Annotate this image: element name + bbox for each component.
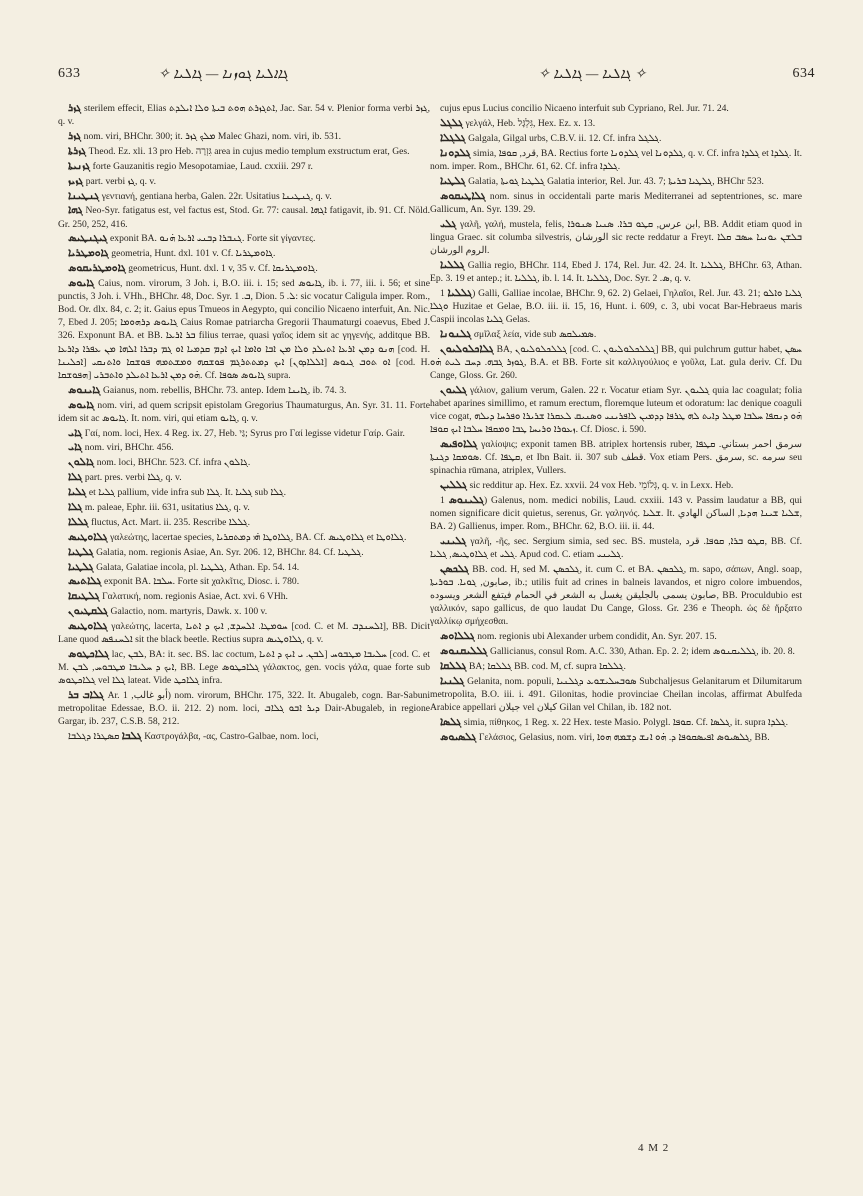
entry-headword: ܓܠܣܝܘܣ xyxy=(440,731,477,743)
dictionary-entry xyxy=(58,427,430,440)
entry-headword: ܓܠܐܛܝܩܘܣ xyxy=(440,190,486,202)
entry-text: Γαί, nom. loci, Hex. 4 Reg. ix. 27, Heb. גַּי; Syrus pro Γαί legisse videtur Γαίρ. Gair. xyxy=(84,427,405,439)
entry-headword: ܓܙܪ xyxy=(68,130,82,142)
entry-headword: ܓܠܠܩܐ xyxy=(440,660,467,672)
entry-headword: ܓܠܐ xyxy=(68,501,83,513)
dictionary-entry xyxy=(430,328,802,341)
entry-text: Ar. أبو غالب, 1) nom. virorum, BHChr. 175, 322. It. Abugaleb, cogn. Bar-Sabuni metropolitae Edessae, B.O. ii. 212. 2) nom. loci, ܕܝܪ ܐܒܘ ܓܠܐܒ Dair-Abugaleb, in regione Gargar, ib. 237, C.S.B. 58, 212. xyxy=(58,690,431,728)
entry-headword: ܓܠܓܠ xyxy=(440,117,464,129)
dictionary-entry xyxy=(58,486,430,499)
left-page-number: 633 xyxy=(58,66,81,81)
entry-headword: ܓܠܢܘܢܐ xyxy=(440,328,472,340)
entry-headword: ܓܐܝ xyxy=(68,427,83,439)
left-running-title: ✧ ܓܐܐܠܝܐ ܓܘܙܢܐ — ܓܐܠܝܐ xyxy=(158,67,289,82)
entry-text: geometricus, Hunt. dxl. 1 v, 35 v. Cf. ܓܐܘܡܛܪܝܩܐ. xyxy=(128,263,318,275)
entry-text: fluctus, Act. Mart. ii. 235. Rescribe ܓܠܠܐ. xyxy=(91,516,251,528)
dictionary-entry xyxy=(58,501,430,514)
right-column xyxy=(430,102,802,746)
entry-headword: ܓܠܠܝܐ xyxy=(447,287,473,299)
entry-text: γαλῆ, γαλή, mustela, felis, ابن عرس, ܩܛܘ ܒܪܐ. ܣܢܝܐ ܣܢܘܪܐ, BB. Addit etiam quod in lingua Graec. sit columba silvestris, الورشان sic recte reddatur a Freyt. ܒܠܫܢ ܝܘܢܝܐ ܚܣܒ ܩܠܐ الروم الورشان. xyxy=(430,218,802,256)
dictionary-entry xyxy=(430,259,802,285)
entry-text: sic redditur ap. Hex. Ez. xxvii. 24 vox Heb. גְּלוֹמֵי, q. v. in Lexx. Heb. xyxy=(469,479,734,491)
entry-text: simia, πίθηκος, 1 Reg. x. 22 Hex. teste Masio. Polygl. ܩܘܦܐ. Cf. ܓܠܣܐ, it. supra ܓܠܕܐ. xyxy=(463,716,789,728)
dictionary-entry xyxy=(58,689,430,728)
entry-headword: ܓܠܢܝܐ xyxy=(440,675,465,687)
entry-headword: ܓܠܝܐ xyxy=(68,487,87,499)
entry-headword: ܓܠܝܘܢ xyxy=(440,384,467,396)
entry-headword: ܓܙܪ xyxy=(68,103,82,114)
entry-text: exponit BA. ܚܠܒܐ. Forte sit χαλκῖτις, Diosc. i. 780. xyxy=(103,576,300,588)
entry-text: ܩܣܛܪܐ ܕܓܠܒܐ Καστρογάλβα, -ας, Castro-Galbae, nom. loci, xyxy=(68,731,319,743)
dictionary-entry xyxy=(58,546,430,559)
entry-headword: ܓܐܘܡܛܪܝܩܘܣ xyxy=(68,263,126,275)
entry-text: Gallia regio, BHChr. 114, Ebed J. 174, Rel. Jur. 42. 24. It. ܓܠܠܝܐ, BHChr. 63, Athan. Ep. 3. 19 et antep.; it. ܓܠܠܝܐ, ib. l. 14. It. ܓܠܠܝܐ, Doc. Syr. ܣ. 2, q. v. xyxy=(430,259,802,284)
dictionary-entry xyxy=(430,563,802,628)
entry-headword: ܓܐܝܘܣ xyxy=(68,399,95,411)
entry-headword: ܓܠܐܘܛܝܣ xyxy=(68,531,108,543)
dictionary-entry xyxy=(430,117,802,130)
dictionary-entry xyxy=(58,175,430,188)
dictionary-entry xyxy=(58,399,430,425)
entry-text: part. pres. verbi ܓܠܐ, q. v. xyxy=(84,472,182,484)
dictionary-entry xyxy=(430,175,802,188)
entry-text: BB. cod. H, sed M. ܓܠܟܣܢ, it. cum C. et BA. ܓܠܟܣܢ, m. sapo, σάπων, Angl. soap, صابون, ܓܘܝܐ. ܒܘܪܝܬܐ, ib.; utilis fuit ad crines in balneis lavandos, et nigro colore imbuendos, صابون يسمى بالجليقن يغسل به الشعر في الحمام فيتفع الشعر ويسوده, BB. Proculdubio est γαλλικόν, sapo gallicus, de quo laudat Du Cange, Gloss. Gr. 236 e Theoph. ὡς δὲ ἤρξατο γαλλίκῳ σμήχεσθαι. xyxy=(430,563,803,628)
dictionary-entry xyxy=(58,561,430,574)
entry-headword: ܓܙܢܝܬܐ xyxy=(68,160,91,172)
entry-text: γαλεώτης, lacertae species, ܓܠܐܘܛܐ ܗ̇ܝ ܕܡܬܩܪܝܐ, BA. Cf. ܓܠܐܘܛܝܣ et ܓܠܐܘܛܐ. xyxy=(110,531,407,543)
entry-headword: ܓܠܒܐ xyxy=(121,731,142,743)
entry-headword: ܓܠܠܐܘܣ xyxy=(440,631,475,643)
entry-headword: ܓܠܐܒ ܒܪ xyxy=(68,690,105,702)
dictionary-entry xyxy=(58,456,430,469)
dictionary-entry xyxy=(58,471,430,484)
dictionary-entry xyxy=(430,287,802,326)
entry-text: part. verbi ܓܙ, q. v. xyxy=(85,175,156,187)
entry-headword: ܓܝܓܢܛܝܣ xyxy=(68,233,108,245)
entry-headword: ܓܠܐܘܦܝܣ xyxy=(440,438,478,450)
entry-text: BA, ܓܠܠܟܠܘܠܝܘܢ [cod. C. ܓܠܠܟܠܘܠܝܘܢ] BB, qui pulchrum guttur habet, ܚܣܢ ܓܘܙܪ ܓܒܗ. ܕܚܒ ܠܝܬ ܗ̇ܘ, B.A. et BB. Forte sit καλλιγούλιος e γοῦλα, Lat. gula deriv. Cf. Du Cange, Gloss. Gr. 260. xyxy=(430,343,802,381)
entry-text: γαλῆ, -ῆς, sec. Sergium simia, sed sec. BS. mustela, ܩܛܘ ܒܪܐ, ܩܘܦܐ. قرد, BB. Cf. ܓܠܐܘܛܝܣ, ܓܠܝܐ et ܓܠܝ. Apud cod. C. etiam ܓܠܝܢܝ. xyxy=(430,535,803,560)
entry-headword: ܓܐܝ xyxy=(68,442,83,454)
entry-headword: ܓܠܐܟܠܘܠܝܘܢ xyxy=(440,343,494,355)
dictionary-entry xyxy=(58,145,430,158)
dictionary-entry xyxy=(430,535,802,561)
entry-text: et ܓܠܝܐ pallium, vide infra sub ܓܠܐ. It. ܓܠܝܐ sub ܓܠܐ. xyxy=(88,487,286,499)
entry-text: Galatia, ܓܠܛܝܐ ܓܘܝܬܐ Galatia interior, Rel. Jur. 43. 7; ܓܠܛܝܐ ܒܪܝܬܐ, BHChr 523. xyxy=(468,175,764,187)
entry-text: forte Gauzanitis regio Mesopotamiae, Laud. cxxiii. 297 r. xyxy=(92,160,313,172)
dictionary-entry xyxy=(58,620,430,646)
right-page-number: 634 xyxy=(792,66,815,81)
entry-text: Caius, nom. virorum, 3 Joh. i, B.O. iii. i. 15; sed ܓܐܝܘܣ, ib. i. 77, iii. i. 56; et sine punctis, 3 Joh. i. VHh., BHChr. 48, Doc. Syr. ܒ. 1, Dion. ܠ. 5: sic vocatur Caligula imper. Rom., Bod. Or. dlx. 84, c. 2; it. Gaius epus Tmueos in Aegypto, qui concilio Nicaeno interfuit, An. Nic. 7, Ebed J. 205; ܓܐܝܘܣ ܕܪܗܘܡܐ Caius Romae patriarcha Gregorii Thaumaturgi coaevus, Ebed J. 326. Exponunt BA. et BB. ܒܪ ܐܪܥܐ filius terrae, quasi γαῖος idem sit ac γηγενής, additque BB. ܗܢܘ ܕܡܢ ܐܪܥܐ ܐܬܝܠܕ ܘܠܐ ܡܢ ܐܒܐ ܘܐܡܐ ܐܝܟ ܐܕܡ ܩܕܡܝܐ ܐܘ ܓܡ ܕܒܪܐ ܐܠܗܐ ܡܢ ܥܦܪܐ ܕܐܪܥܐ [cod. H. ܐܟܠܝܢܐ] ܐܘ ܬܘܒ ܓܝܘܣ [ܐܠܠܐܕܘܢ] ܐܝܟ ܕܡܬܬܪܓܡ ܦܘܫܩܗ ܘܡܫܬܡܗ ܦܘܫܩܐ ܘܐܬܢܩܝ [cod. H. ܗܦܘܫܩܐ] ܗ̇ܘ ܕܡܢ ܐܪܥܐ ܐܬܝܠܕ ܘܐܬܒܪܝ. Cf. ܓܐܝܘܣ ܣܘܦܐ supra. xyxy=(58,278,431,381)
entry-text: γεντιανή, gentiana herba, Galen. 22r. Usitatius ܓܢܛܝܢܐ, q. v. xyxy=(101,190,332,202)
right-running-title: ✧ ܓܐܠܝܐ — ܓܐܠܝܐ ✧ xyxy=(538,67,647,82)
entry-headword: ܓܠܛܝܐ xyxy=(68,561,94,573)
dictionary-entry xyxy=(430,494,802,533)
entry-headword: ܓܠܠܝܐ xyxy=(440,259,465,271)
entry-text: Theod. Ez. xli. 13 pro Heb. גִּזְרָה area in cujus medio templum exstructum erat, Ges. xyxy=(88,145,410,157)
dictionary-entry xyxy=(430,132,802,145)
dictionary-entry xyxy=(430,343,802,382)
entry-text: Gallicianus, consul Rom. A.C. 330, Athan. Ep. 2. 2; idem ܓܠܠܝܩܢܘܣ, ib. 20. 8. xyxy=(490,646,795,657)
dictionary-entry xyxy=(430,479,802,492)
dictionary-entry xyxy=(430,102,802,115)
entry-headword: ܓܠܛܝܐ xyxy=(68,546,94,558)
entry-text: γάλιον, galium verum, Galen. 22 r. Vocatur etiam Syr. ܓܠܝܘܢ quia lac coagulat; folia habet aparines simillimo, et ramum erectum, floremque luteum et odoratum: lac denique coaguli vice cogat, ܗ̇ܘ ܕܢܩܦܐ ܚܠܒܐ ܡܛܠ ܕܐܝܬ ܠܗ ܛܪܦܐ ܕܕܡܝܢ ܠܐܦܪܝܢܝ ܘܣܢܝܩ ܠܥܩܪܐ ܫܪܝܪܐ ܘܦܪܚܐ ܕܝܠܗ ܙܥܘܪܐ ܘܪܝܚܐ ܛܒܐ ܘܡܩܦܐ ܚܠܒܐ ܐܝܟ ܩܘܦܐ. Cf. Diosc. i. 590. xyxy=(430,384,802,435)
entry-headword: ܓܠܛܝܐ xyxy=(440,175,466,187)
entry-text: simia, قرد, ܩܘܦܐ, BA. Rectius forte ܓܠܕܘܢܐ vel ܓܠܕܘܢܐ, q. v. Cf. infra ܓܠܕܐ et ܓܠܕܐ. It. nom. imper. Rom., BHChr. 61, 62. Cf. infra ܓܠܕܐ. xyxy=(430,147,802,172)
entry-headword: ܓܢܛܝܢܐ xyxy=(68,190,100,202)
dictionary-entry xyxy=(58,575,430,588)
entry-headword: ܓܙܝܙ xyxy=(68,175,84,187)
entry-headword: ܓܐܝܢܘܣ xyxy=(68,384,101,396)
entry-headword: ܓܠܓܠܐ xyxy=(440,132,466,144)
dictionary-entry xyxy=(430,190,802,216)
entry-text: γαλεώτης, lacerta, ܚܘܡܛܐ. ܐܠܚܕܫ, ܐܝܟ ܕ ܐܬܝܐ [cod. C. et M. ܐܠܚܢܕܒ], BB. Dicit Lane quod ܐܠܚܢܦܣ sit the black beetle. Rectius supra ܓܠܐܘܛܝܣ, q. v. xyxy=(58,621,430,646)
entry-headword: ܓܠܝܢܘܣ xyxy=(448,494,485,506)
entry-text: lac, ܠܒܢ, BA: it. sec. BS. lac coctum, ܚܠܝܒܐ ܡܛܒܘܚ [ܠܒܢ. ܝ ܐܝܟ ܕ ܐܬܝܐ [cod. C. et M. ܐܝܟ ܕ ܚܠܝܒܐ ܡܛܒܘܚ, ܠܒܢ, BB. Lege ܓܠܐܟܛܘܣ γάλακτος, gen. vocis γάλα, quae forte sub ܓܠܐܟܛܘܣ vel ܓܠܐ lateat. Vide ܓܠܐܟܛ infra. xyxy=(58,649,431,687)
entry-text: Neo-Syr. fatigatus est, vel factus est, Stod. Gr. 77: causal. ܐܓܗܐ fatigavit, ib. 91. Cf. Nöld. Gr. 250, 252, 416. xyxy=(58,205,430,230)
dictionary-entry xyxy=(430,731,802,744)
entry-text: Galatia, nom. regionis Asiae, An. Syr. 206. 12, BHChr. 84. Cf. ܓܠܛܝܐ. xyxy=(96,546,364,558)
entry-text: nom. loci, BHChr. 523. Cf. infra ܓܐܠܘܢ. xyxy=(96,457,251,469)
entry-text: nom. viri, ad quem scripsit epistolam Gregorius Thaumaturgus, An. Syr. 31. 11. Forte idem sit ac ܓܐܝܘܣ. It. nom. viri, qui etiam ܓܐܝܘ, q. v. xyxy=(58,399,430,424)
dictionary-entry xyxy=(430,147,802,173)
entry-headword: ܓܠܝ xyxy=(440,218,457,230)
entry-headword: ܓܙܪܬܐ xyxy=(68,145,87,157)
dictionary-entry xyxy=(58,190,430,203)
entry-text: 1) Galenus, nom. medici nobilis, Laud. cxxiii. 143 v. Passim laudatur a BB, qui nomen significare dicit quietus, serenus, Gr. γαληνός. ܫܠܝܐ. It. ܫܠܝܐ ܫܝܢܐ ܗܕܝܐ, الساكن الهادي, BA. 2) Gallienus, imper. Rom., BHChr. 62, B.O. iii. ii. 44. xyxy=(430,494,802,532)
dictionary-entry xyxy=(430,716,802,729)
entry-text: Γελάσιος, Gelasius, nom. viri, ܓܠܣܝܘܣ ܐܦܝܣܩܘܦܐ ܕ. ܗ̇ܘ ܐܢܫ ܕܫܡܗ ܗܘܐ, BB. xyxy=(478,731,770,743)
dictionary-entry xyxy=(58,531,430,544)
entry-text: Galgala, Gilgal urbs, C.B.V. ii. 12. Cf. infra ܓܠܓܠ. xyxy=(468,132,662,144)
entry-text: exponit BA. ܓܢܒܪܐ ܕܒܢܝ ܐܪܥܐ ܗ̇ܢܘ. Forte sit γίγαντες. xyxy=(110,233,316,245)
entry-text: nom. sinus in occidentali parte maris Mediterranei ad septentriones, sc. mare Gallicum, An. Syr. 139. 29. xyxy=(430,190,802,215)
dictionary-entry xyxy=(430,218,802,257)
dictionary-entry xyxy=(430,438,802,477)
entry-headword: ܓܠܠܝܩܢܘܣ xyxy=(440,646,488,657)
entry-text: γαλίοψις; exponit tamen BB. atriplex hortensis ruber, سرمق احمر بستاني. ܩܛܦܐ ܣܘܡܩܐ ܕܓܢܬܐ. Cf. ܩܛܦܐ, et Ibn Bait. ii. 307 sub قطف. Vox etiam Pers. سرمق, sc. سرمه seu spinachia rūmana, atriplex, Vullers. xyxy=(430,438,803,476)
signature-mark: 4 M 2 xyxy=(638,1142,670,1154)
entry-headword: ܓܠܐܬܝܣ xyxy=(68,576,102,588)
entry-headword: ܓܠܣܐ xyxy=(440,716,462,728)
dictionary-entry xyxy=(58,590,430,603)
page-header xyxy=(58,66,815,90)
dictionary-entry xyxy=(58,232,430,245)
entry-headword: ܓܠܟܣܢ xyxy=(440,563,469,575)
dictionary-entry xyxy=(430,645,802,658)
entry-text: Galactio, nom. martyris, Dawk. x. 100 v. xyxy=(110,606,268,618)
entry-headword: ܓܠܐܟܛܘܣ xyxy=(68,649,110,661)
dictionary-entry xyxy=(58,130,430,143)
entry-text: Galata, Galatiae incola, pl. ܓܠܛܝܐ, Athan. Ep. 54. 14. xyxy=(96,561,300,573)
dictionary-entry xyxy=(58,160,430,173)
entry-headword: ܓܠܠܝܢ xyxy=(440,479,468,491)
entry-headword: ܓܐܠܘܢ xyxy=(68,457,95,469)
dictionary-entry xyxy=(58,384,430,397)
left-column xyxy=(58,102,430,745)
entry-text: geometria, Hunt. dxl. 101 v. Cf. ܓܐܘܡܛܪܝܐ. xyxy=(111,248,276,260)
entry-text: m. paleae, Ephr. iii. 631, usitatius ܓܠܐ, q. v. xyxy=(84,501,250,513)
entry-headword: ܓܠܩܛܝܘܢ xyxy=(68,606,109,618)
entry-text: BA; ܓܠܠܩܐ BB. cod. M, cf. supra ܓܠܠܩܐ. xyxy=(469,660,626,672)
entry-headword: ܓܠܐ xyxy=(68,472,83,484)
dictionary-entry xyxy=(58,262,430,275)
dictionary-entry xyxy=(430,630,802,643)
dictionary-entry xyxy=(58,605,430,618)
entry-text: Gelanita, nom. populi, ܣܘܒܚܠܝܫܘܥ ܕܓܠܢܝܐ Subchaljesus Gelanitarum et Dilumitarum metropolita, B.O. iii. i. 491. Gilonitas, hodie provinciae Cheilan incolas, affirmat Abulfeda Arabice appellari جيلان vel كيلان Gilan vel Chilan, ib. 182 not. xyxy=(430,675,802,713)
entry-text: nom. viri, BHChr. 456. xyxy=(84,442,174,454)
entry-text: nom. viri, BHChr. 300; it. ܡܠܟ ܓܙܪ Malec Ghazi, nom. viri, ib. 531. xyxy=(83,130,342,142)
dictionary-entry xyxy=(430,384,802,436)
entry-text: nom. regionis ubi Alexander urbem condidit, An. Syr. 207. 15. xyxy=(477,631,717,643)
entry-text: σμῖλαξ λεία, vide sub ܣܡܝܠܩܣ. xyxy=(473,328,597,340)
entry-text: 1) Galli, Galliae incolae, BHChr. 9, 62. 2) Gelaei, Γηλαῖοι, Rel. Jur. 43. 21; ܓܠܝܐ ܘܐܠܘ ܘܓܠܐ Huzitae et Gelae, B.O. iii. ii. 15, 16, Hunt. i. 609, c. 3, ubi vocat Bar-Hebraeus maris Caspii incolas ܓܠܝܐ Gelas. xyxy=(430,287,802,325)
dictionary-entry xyxy=(430,675,802,714)
entry-headword: ܓܗܐ xyxy=(68,205,83,217)
dictionary-entry xyxy=(58,730,430,743)
dictionary-entry xyxy=(58,204,430,230)
dictionary-entry xyxy=(58,102,430,128)
entry-headword: ܓܐܝܘܣ xyxy=(68,278,95,290)
entry-text: Γαλατική, nom. regionis Asiae, Act. xvi. 6 VHh. xyxy=(102,591,288,603)
entry-headword: ܓܠܐܘܛܝܣ xyxy=(68,621,108,633)
dictionary-entry xyxy=(58,648,430,687)
entry-headword: ܓܐܘܡܛܪܝܐ xyxy=(68,248,109,260)
entry-text: sterilem effecit, Elias ܐܬܓܙܪܬ ܗܘܬ ܒܝܬܐ ܘܠܐ ܐܝܠܕܬ, Jac. Sar. 54 v. Plenior forma verbi ܓܙܪ, q. v. xyxy=(58,103,430,128)
dictionary-entry xyxy=(58,277,430,382)
entry-headword: ܓܠܕܘܢܐ xyxy=(440,147,471,159)
dictionary-entry xyxy=(58,516,430,529)
dictionary-entry xyxy=(58,247,430,260)
entry-text: cujus epus Lucius concilio Nicaeno interfuit sub Cypriano, Rel. Jur. 71. 24. xyxy=(440,103,729,114)
entry-headword: ܓܠܛܝܩܐ xyxy=(68,591,100,603)
entry-text: γελγάλ, Heb. גִּלְגָּל, Hex. Ez. x. 13. xyxy=(465,117,596,129)
entry-headword: ܓܠܠܐ xyxy=(68,516,89,528)
entry-headword: ܓܠܝܢܝ xyxy=(440,535,467,547)
dictionary-entry xyxy=(58,441,430,454)
dictionary-entry xyxy=(430,660,802,673)
entry-text: Gaianus, nom. rebellis, BHChr. 73. antep. Idem ܓܐܝܢܐ, ib. 74. 3. xyxy=(102,384,347,396)
